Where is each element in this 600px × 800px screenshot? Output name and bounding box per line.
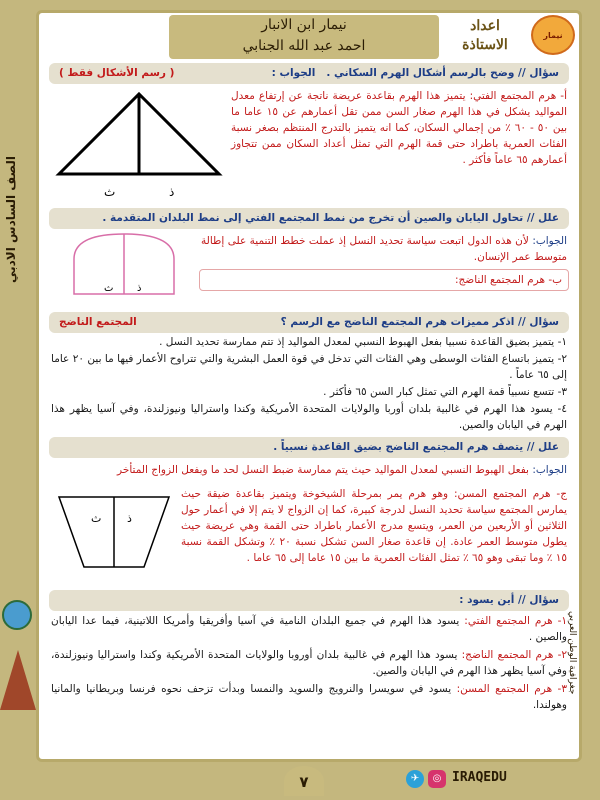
q4-answer bbox=[51, 462, 567, 478]
q1-note: ( رسم الأشكال فقط ) bbox=[59, 67, 175, 79]
q3-item: ١- يتميز بضيق القاعدة نسبيا بفعل الهبوط النسبي لمعدل المواليد إذ تتم ممارسة تحديد النسل . bbox=[159, 336, 567, 348]
prep-line-1: اعداد bbox=[470, 18, 500, 34]
page-footer bbox=[36, 766, 582, 796]
q6-item-text: يسود في سويسرا والنرويج والسويد والنمسا وبدأت تزحف نحوه فرنسا وبريطانيا والمانيا وهولندا. bbox=[51, 683, 567, 711]
q4-answer-text: بفعل الهبوط النسبي لمعدل المواليد حيث يتم ممارسة ضبط النسل لحد ما وبفعل الزواج المتأخر bbox=[117, 464, 529, 476]
question-1-bar bbox=[49, 63, 569, 84]
q5-item-c bbox=[181, 486, 567, 582]
young-fig-label-left: ث bbox=[104, 185, 116, 199]
author-name-line-1: نيمار ابن الانبار bbox=[261, 17, 347, 33]
q6-item-prefix: ٣- هرم المجتمع المسن: bbox=[456, 683, 567, 695]
aged-pyramid-figure bbox=[49, 482, 179, 586]
q1-text: وضح بالرسم أشكال الهرم السكاني . bbox=[326, 67, 515, 79]
aged-fig-label-right: ذ bbox=[127, 512, 132, 525]
q6-text: أين يسود : bbox=[459, 594, 515, 606]
q6-item bbox=[51, 647, 567, 679]
q6-item-prefix: ٢- هرم المجتمع الناضج: bbox=[461, 649, 568, 661]
brand-name: IRAQEDU bbox=[452, 770, 507, 785]
q5-item-c-prefix: ج- هرم المجتمع المسن: bbox=[454, 488, 567, 500]
side-right-label: جغرافية الوطن العربي bbox=[567, 611, 577, 695]
q4-text: يتصف هرم المجتمع الناضج بضيق القاعدة نسبياً . bbox=[273, 441, 524, 453]
logo bbox=[531, 15, 575, 55]
q2-label: علل // bbox=[526, 212, 559, 224]
q6-item-prefix: ١- هرم المجتمع الفتي: bbox=[464, 615, 568, 627]
q1-answer: الجواب : bbox=[271, 67, 316, 79]
q2-answer-prefix: الجواب: bbox=[532, 235, 567, 247]
q2-item-b-prefix: ب- هرم المجتمع الناضج: bbox=[454, 274, 562, 286]
prepared-by bbox=[445, 17, 525, 57]
logo-text: نيمار bbox=[543, 30, 563, 40]
volcano-icon bbox=[0, 650, 36, 710]
globe-icon bbox=[2, 600, 32, 630]
telegram-icon[interactable]: ✈ bbox=[406, 770, 424, 788]
young-pyramid-svg bbox=[49, 84, 229, 204]
page-content bbox=[49, 63, 569, 715]
q2-answer bbox=[199, 229, 569, 308]
young-fig-label-right: ذ bbox=[169, 185, 175, 199]
question-6-bar bbox=[49, 590, 569, 611]
aged-pyramid-svg bbox=[49, 482, 179, 582]
q6-item-text: يسود هذا الهرم في غالبية بلدان أوروبا والولايات المتحدة الأمريكية وكندا واستراليا ونيوزلندة، وفي آسيا يظهر هذا الهرم في اليابان والصين. bbox=[51, 649, 567, 677]
page-header bbox=[39, 13, 579, 61]
q4-answer-prefix: الجواب: bbox=[532, 464, 567, 476]
q6-label: سؤال // bbox=[518, 594, 559, 606]
q6-item-text: يسود هذا الهرم في جميع البلدان النامية في آسيا وأفريقيا وأمريكا اللاتينية، فيما عدا اليابان والصين . bbox=[51, 615, 567, 643]
aged-fig-label-left: ث bbox=[91, 512, 102, 525]
q5-body bbox=[49, 482, 569, 586]
q2-answer-text: لأن هذه الدول اتبعت سياسة تحديد النسل إذ عملت خطط التنمية على إطالة متوسط عمر الإنسان. bbox=[201, 235, 567, 263]
q5-item-c-text: وهو هرم يمر بمرحلة الشيخوخة ويتميز بقاعدة ضيقة حيث يمارس المجتمع سياسة تحديد النسل لدرجة كبيرة، كما إن الزواج لا يتم إلا في أعمار حول الثلاثين أو الأربعين من العمر، ويتسع مدرج الأعمار باطراد حتى القمة وهي عريضة حيث يطول متوسط العمر عادة. إن قاعدة صغار السن تشكل نسبة ٢٠ ٪ وتشكل القمة نسبة ١٥ ٪ وما تبقى وهو ٦٥ ٪ تمثل الفئات العمرية ما بين ١٥ عاما إلى ٦٥ عاما . bbox=[181, 488, 567, 564]
question-3-bar bbox=[49, 312, 569, 333]
q3-item: ٣- تتسع نسبياً قمة الهرم التي تمثل كبار السن ٦٥ فأكثر . bbox=[323, 386, 567, 398]
q6-item bbox=[51, 681, 567, 713]
question-4-bar bbox=[49, 437, 569, 458]
mature-fig-label-left: ث bbox=[104, 283, 114, 294]
q1-label: سؤال // bbox=[518, 67, 559, 79]
young-pyramid-figure bbox=[49, 84, 229, 208]
q2-body bbox=[49, 229, 569, 308]
q1-item-a-prefix: أ- هرم المجتمع الفتي: bbox=[469, 90, 568, 102]
q1-item-a bbox=[231, 88, 567, 204]
author-name-block bbox=[169, 15, 439, 59]
instagram-icon[interactable]: ◎ bbox=[428, 770, 446, 788]
mature-pyramid-figure bbox=[49, 229, 199, 308]
author-name-line-2: احمد عبد الله الجنابي bbox=[242, 38, 366, 54]
q3-items bbox=[49, 334, 569, 433]
mature-fig-label-right: ذ bbox=[137, 283, 142, 294]
page-number: ٧ bbox=[284, 766, 324, 796]
question-2-bar bbox=[49, 208, 569, 229]
mature-pyramid-svg bbox=[49, 229, 199, 304]
q1-body bbox=[49, 84, 569, 208]
q6-items bbox=[49, 613, 569, 713]
q3-label: سؤال // bbox=[518, 316, 559, 328]
q3-item: ٢- يتميز باتساع الفئات الوسطى وهي الفئات التي تدخل في قوة العمل البشرية والتي تتراوح الأعمار فيها ما بين ٢٠ عاما إلى ٦٥ عاماً . bbox=[51, 353, 567, 381]
q4-label: علل // bbox=[526, 441, 559, 453]
q3-text: اذكر مميزات هرم المجتمع الناضج مع الرسم ؟ bbox=[280, 316, 515, 328]
q6-item bbox=[51, 613, 567, 645]
q2-text: تحاول اليابان والصين أن تخرج من نمط المجتمع الفتي إلى نمط البلدان المتقدمة . bbox=[102, 212, 524, 224]
q2-item-b-box bbox=[199, 269, 569, 291]
document-page bbox=[36, 10, 582, 762]
q3-item: ٤- يسود هذا الهرم في غالبية بلدان أوربا والولايات المتحدة الأمريكية وكندا واستراليا ونيوزلندة، وفي آسيا يظهر هذا الهرم في اليابان والصين. bbox=[51, 403, 567, 431]
side-label: الصف السادس الادبي bbox=[4, 156, 18, 284]
prep-line-2: الاستاذة bbox=[462, 37, 508, 53]
q3-tag: المجتمع الناضج bbox=[59, 316, 137, 328]
q1-item-a-text: يتميز هذا الهرم بقاعدة عريضة ناتجة عن إرتفاع معدل المواليد يشكل في هذا الهرم صغار السن ممن تقل أعمارهم عن ١٥ عاما ما بين ٥٠ - ٦٠ ٪ من إجمالي السكان، كما انه يتميز بالتدرج المنتظم بصغر نسبة الفئات العمرية باطراد حتى قمة الهرم التي تمثل أعداد السكان ممن تتجاوز أعمارهم ٦٥ عاماً فأكثر . bbox=[231, 90, 568, 166]
